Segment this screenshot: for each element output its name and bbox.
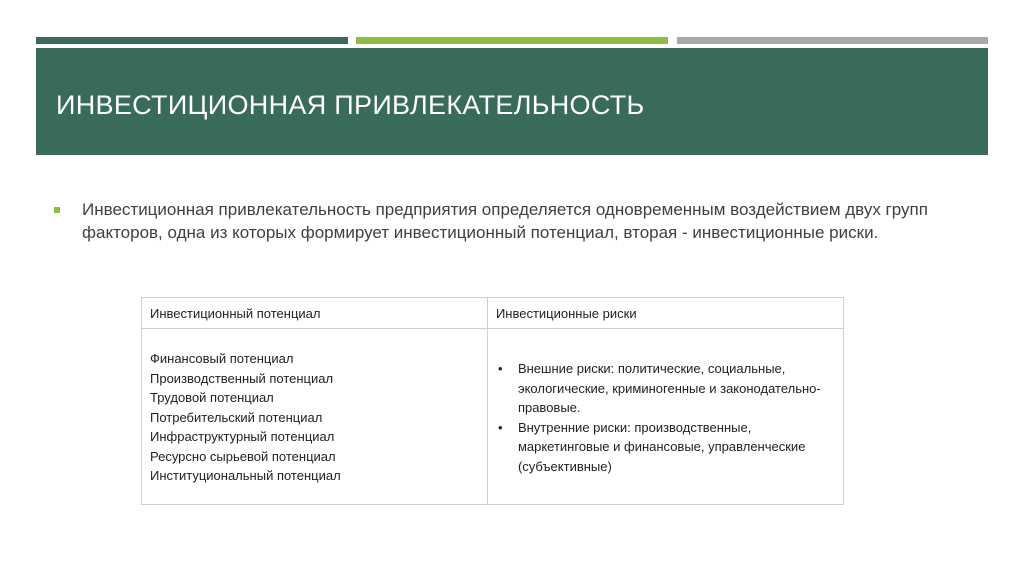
- list-item: Производственный потенциал: [150, 370, 334, 386]
- list-item: [498, 359, 829, 418]
- intro-bullet: [54, 198, 954, 244]
- slide-title: ИНВЕСТИЦИОННАЯ ПРИВЛЕКАТЕЛЬНОСТЬ: [56, 90, 645, 120]
- header-potential-label: Инвестиционный потенциал: [150, 306, 321, 321]
- header-cell-risks: [487, 298, 843, 329]
- accent-bar-dark-green: [36, 37, 348, 44]
- table-header-row: [142, 298, 844, 329]
- header-cell-potential: [142, 298, 488, 329]
- bullet-dot-icon: •: [497, 419, 503, 435]
- risk-text-internal: Внутренние риски: производственные, маркетинговые и финансовые, управленческие (субъективные): [517, 419, 806, 474]
- intro-text: Инвестиционная привлекательность предприятия определяется одновременным воздействием двух групп факторов, одна из которых формирует инвестиционный потенциал, вторая - инвестиционные риски.: [82, 200, 928, 242]
- risk-text-external: Внешние риски: политические, социальные, экологические, криминогенные и законодательно-правовые.: [517, 361, 821, 415]
- list-item: Трудовой потенциал: [150, 390, 274, 405]
- table-body-row: [142, 329, 844, 505]
- risks-list: [488, 329, 843, 476]
- list-item: Потребительский потенциал: [150, 409, 323, 425]
- list-item: Финансовый потенциал: [150, 351, 294, 366]
- list-item: Инфраструктурный потенциал: [150, 429, 335, 444]
- potentials-list: [142, 329, 487, 486]
- potentials-cell: [142, 329, 488, 505]
- accent-bar-light-green: [356, 37, 668, 44]
- list-item: [498, 418, 829, 477]
- accent-bar-gray: [677, 37, 988, 44]
- risks-cell: [487, 329, 843, 505]
- title-band: [36, 48, 988, 155]
- list-item: Институциональный потенциал: [150, 468, 341, 483]
- bullet-dot-icon: •: [497, 361, 503, 376]
- factors-table: [141, 297, 844, 505]
- list-item: Ресурсно сырьевой потенциал: [150, 448, 336, 464]
- square-bullet-icon: [54, 207, 60, 213]
- header-risks-label: Инвестиционные риски: [495, 306, 637, 321]
